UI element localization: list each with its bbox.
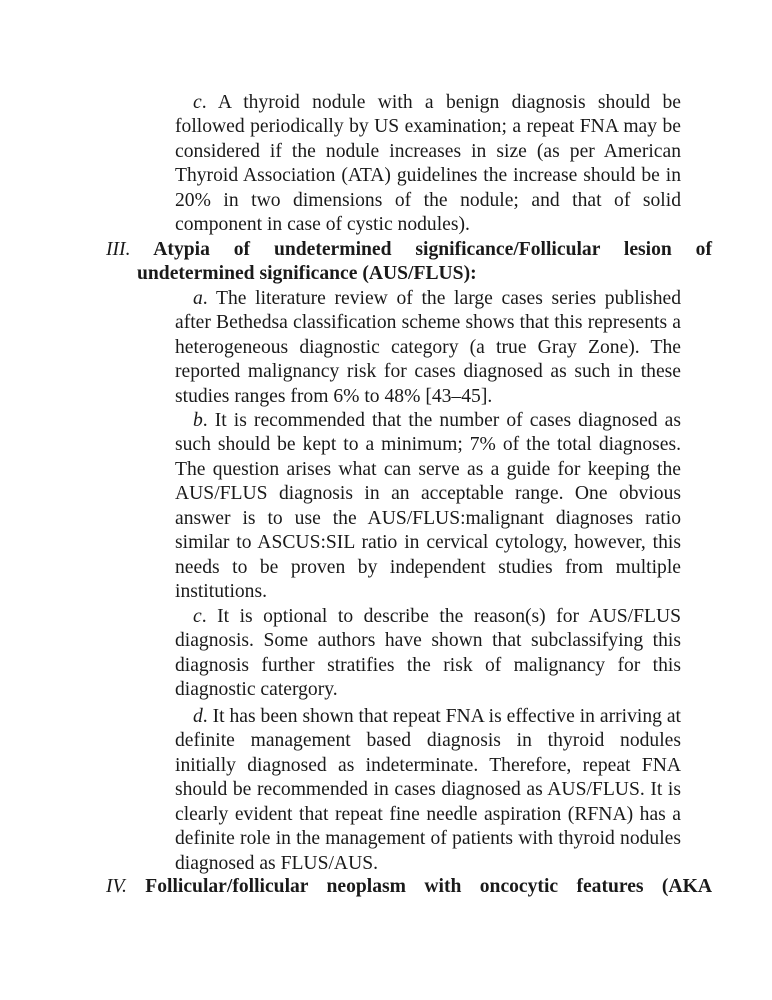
section-heading-follicular-neoplasm — [106, 875, 712, 899]
section-number: III. — [106, 239, 131, 260]
paragraph-text: . It has been shown that repeat FNA is effective in arriving at definite management based diagnosis in thyroid nodules initially diagnosed as indeterminate. Therefore, repeat FNA should be recommended in cases diagnosed as AUS/FLUS. It is clearly evident that repeat fine needle aspiration (RFNA) has a definite role in the management of patients with thyroid nodules diagnosed as FLUS/AUS. — [175, 706, 681, 874]
item-letter: c — [193, 92, 202, 113]
paragraph-heterogeneous-category — [175, 287, 681, 409]
section-heading-aus-flus — [106, 238, 712, 287]
item-letter: a — [193, 288, 203, 309]
paragraph-repeat-fna — [175, 705, 681, 876]
section-number: IV. — [106, 876, 127, 897]
item-letter: d — [193, 706, 203, 727]
paragraph-text: . It is optional to describe the reason(s) for AUS/FLUS diagnosis. Some authors have shown that subclassifying this diagnosis further stratifies the risk of malignancy for this diagnostic catergory. — [175, 606, 681, 701]
item-letter: c — [193, 606, 202, 627]
paragraph-minimum-diagnoses — [175, 409, 681, 605]
paragraph-text: . It is recommended that the number of cases diagnosed as such should be kept to a minimum; 7% of the total diagnoses. The question arises what can serve as a guide for keeping the AUS/FLUS diagnosis in an acceptable range. One obvious answer is to use the AUS/FLUS:malignant diagnoses ratio similar to ASCUS:SIL ratio in cervical cytology, however, this needs to be proven by independent studies from multiple institutions. — [175, 410, 681, 603]
item-letter: b — [193, 410, 203, 431]
paragraph-benign-followup — [175, 91, 681, 238]
section-heading-text: Atypia of undetermined significance/Follicular lesion of undetermined significance (AUS/FLUS): — [137, 239, 712, 285]
paragraph-text: . A thyroid nodule with a benign diagnosis should be followed periodically by US examination; a repeat FNA may be considered if the nodule increases in size (as per American Thyroid Association (ATA) guidelines the increase should be in 20% in two dimensions of the nodule; and that of solid component in case of cystic nodules). — [175, 92, 681, 236]
section-heading-text: Follicular/follicular neoplasm with oncocytic features (AKA — [145, 876, 712, 897]
paragraph-subclassification — [175, 605, 681, 703]
paragraph-text: . The literature review of the large cases series published after Bethedsa classification scheme shows that this represents a heterogeneous diagnostic category (a true Gray Zone). The reported malignancy risk for cases diagnosed as such in these studies ranges from 6% to 48% [43–45]. — [175, 288, 681, 407]
